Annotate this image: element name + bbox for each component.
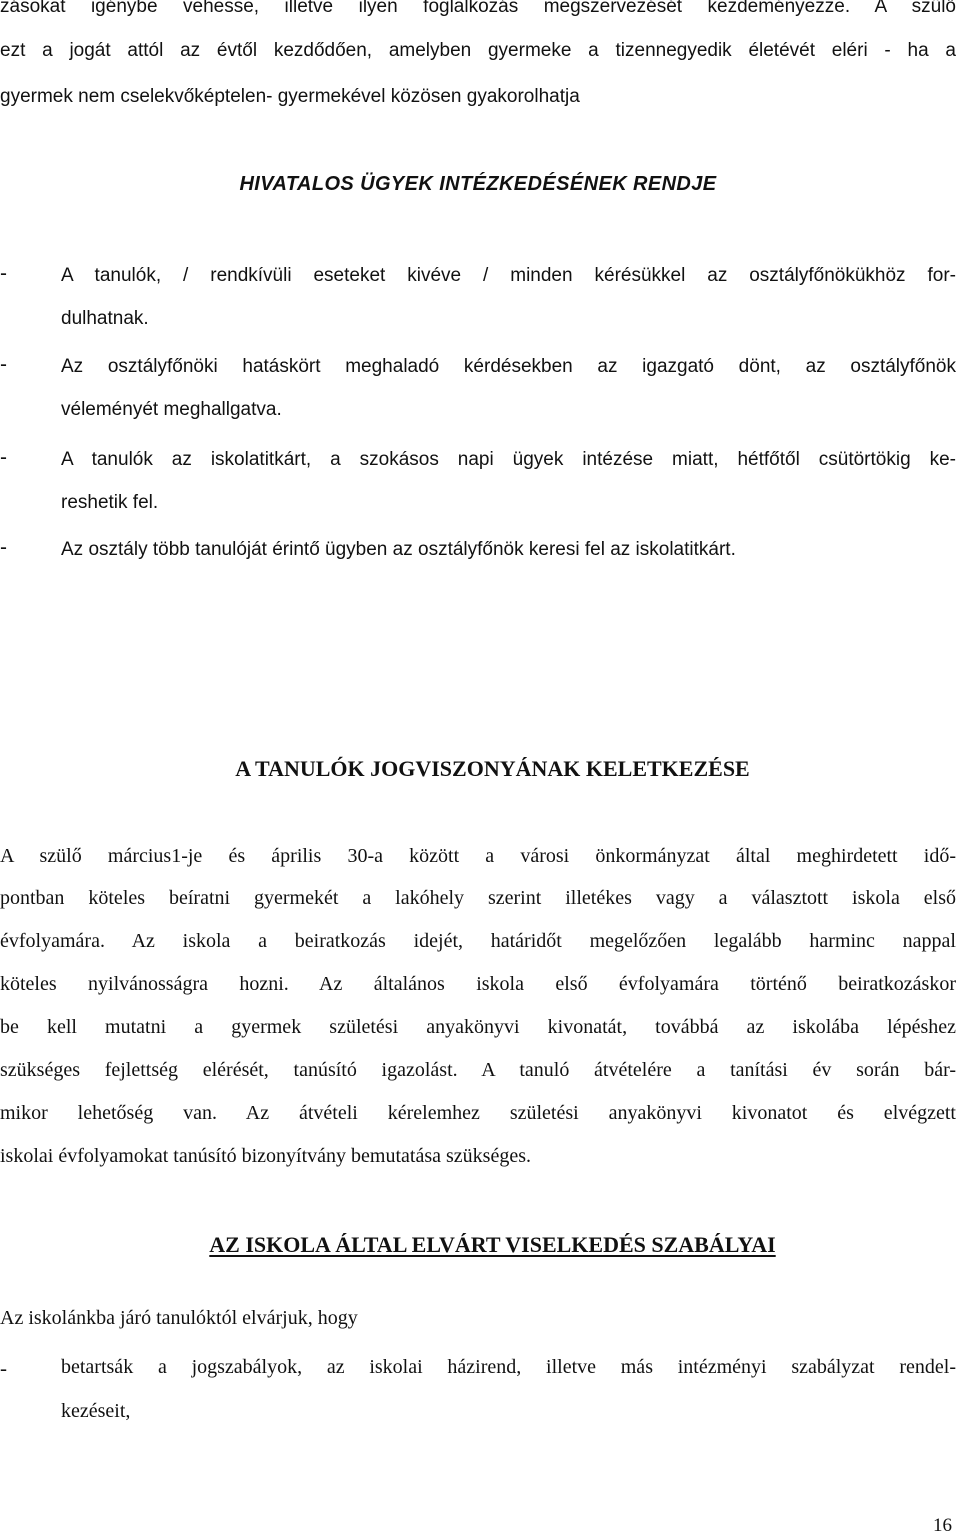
list-item-line: Az osztályfőnöki hatáskört meghaladó kérdésekben az igazgató dönt, az osztályfőnök [61,356,956,377]
top-paragraph-line-3: gyermek nem cselekvőképtelen- gyermekével közösen gyakorolhatja [0,86,580,107]
section-heading-text: AZ ISKOLA ÁLTAL ELVÁRT VISELKEDÉS SZABÁLYAI [209,1232,776,1257]
section-heading-enrollment: A TANULÓK JOGVISZONYÁNAK KELETKEZÉSE [235,756,750,781]
list-item-line: kezéseit, [61,1400,131,1422]
section-heading-behaviour-rules [0,1232,960,1258]
paragraph-line: be kell mutatni a gyermek születési anyakönyvi kivonatát, továbbá az iskolába lépéshez [0,1016,956,1038]
bullet-dash: - [0,353,7,376]
list-item-line: Az osztály több tanulóját érintő ügyben az osztályfőnök keresi fel az iskolatitkárt. [61,539,736,560]
bullet-dash: - [0,536,7,559]
paragraph-line: iskolai évfolyamokat tanúsító bizonyítvány bemutatása szükséges. [0,1145,531,1167]
section-heading-official-matters: HIVATALOS ÜGYEK INTÉZKEDÉSÉNEK RENDJE [239,173,717,195]
list-item-line: betartsák a jogszabályok, az iskolai házirend, illetve más intézményi szabályzat rendel- [61,1356,956,1378]
behaviour-intro: Az iskolánkba járó tanulóktól elvárjuk, hogy [0,1307,358,1329]
bullet-dash: - [0,262,7,285]
list-item-line: A tanulók az iskolatitkárt, a szokásos napi ügyek intézése miatt, hétfőtől csütörtökig ke- [61,449,956,470]
paragraph-line: A szülő március1-je és április 30-a között a városi önkormányzat által meghirdetett idő- [0,845,956,867]
list-item-line: véleményét meghallgatva. [61,399,282,420]
paragraph-line: évfolyamára. Az iskola a beiratkozás idejét, határidőt megelőzően legalább harminc nappal [0,930,956,952]
page-number: 16 [933,1515,952,1536]
bullet-dash: - [0,446,7,469]
bullet-dash: - [0,1356,7,1380]
paragraph-line: szükséges fejlettség elérését, tanúsító igazolást. A tanuló átvételére a tanítási év során bár- [0,1059,956,1081]
paragraph-line: pontban köteles beíratni gyermekét a lakóhely szerint illetékes vagy a választott iskola első [0,887,956,909]
paragraph-line: köteles nyilvánosságra hozni. Az általános iskola első évfolyamára történő beiratkozáskor [0,973,956,995]
paragraph-line: mikor lehetőség van. Az átvételi kérelemhez születési anyakönyvi kivonatot és elvégzett [0,1102,956,1124]
list-item-line: dulhatnak. [61,308,149,329]
list-item-line: reshetik fel. [61,492,159,513]
list-item-line: A tanulók, / rendkívüli eseteket kivéve / minden kérésükkel az osztályfőnökükhöz for- [61,265,956,286]
top-paragraph-line-1: zásokat igénybe vehesse, illetve ilyen foglalkozás megszervezését kezdeményezze. A szülő [0,0,956,17]
top-paragraph-line-2: ezt a jogát attól az évtől kezdődően, amelyben gyermeke a tizennegyedik életévét eléri - ha a [0,40,956,61]
